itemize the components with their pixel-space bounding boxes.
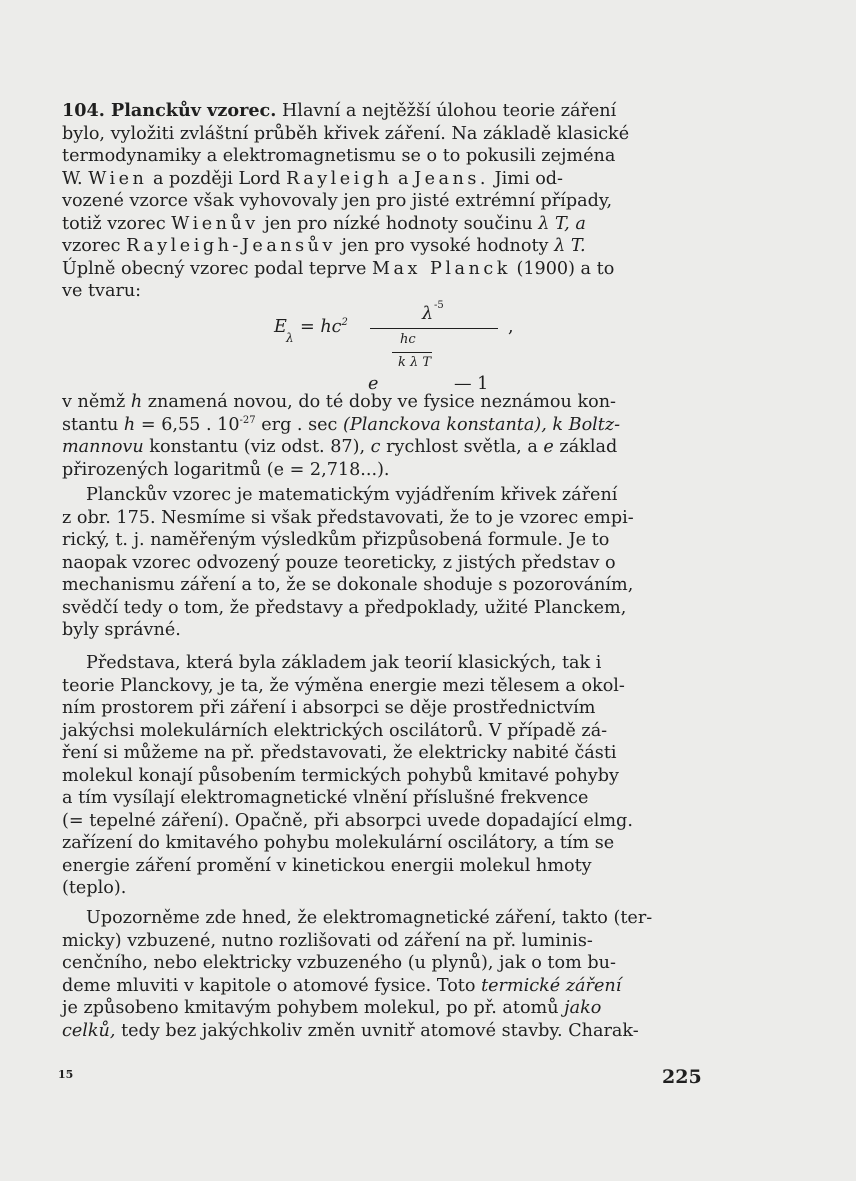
- paragraph-luminescence: [62, 907, 708, 1042]
- text: tedy bez jakýchkoliv změn uvnitř atomové stavby. Charak-: [121, 1020, 639, 1041]
- math-text: λ T.: [554, 236, 586, 256]
- text-line: micky) vzbuzené, nutno rozlišovati od záření na př. luminis-: [62, 930, 593, 951]
- text: a: [575, 213, 586, 234]
- text: v němž: [62, 392, 126, 412]
- text: znamená novou, do té doby ve fysice neznámou kon-: [147, 392, 616, 412]
- text-line: byly správné.: [62, 620, 181, 640]
- text-line: jakýchsi molekulárních elektrických oscilátorů. V případě zá-: [62, 720, 608, 741]
- text-line: termodynamiky a elektromagnetismu se o to pokusili zejména: [62, 146, 616, 166]
- text-line: [62, 436, 708, 459]
- text-line: teorie Planckovy, je ta, že výměna energie mezi tělesem a okol-: [62, 675, 625, 696]
- italic-text: jako: [564, 998, 602, 1018]
- math-text: h: [123, 414, 136, 435]
- text: základ: [559, 437, 618, 457]
- text: = 6,55 . 10: [140, 414, 240, 435]
- text-line: Upozorněme zde hned, že elektromagnetické záření, takto (ter-: [86, 908, 653, 928]
- formula-symbol: e: [368, 374, 379, 394]
- spaced-name: Max Planck: [372, 258, 511, 279]
- text: totiž vzorec: [62, 213, 166, 234]
- text: deme mluviti v kapitole o atomové fysice. Toto: [62, 975, 476, 996]
- text-line: přirozených logaritmů (e = 2,718...).: [62, 459, 390, 480]
- text-line: rický, t. j. naměřeným výsledkům přizpůsobená formule. Je to: [62, 530, 610, 550]
- text-line: ním prostorem při záření i absorpci se děje prostřednictvím: [62, 698, 596, 718]
- spaced-name: Rayleigh: [286, 168, 393, 189]
- italic-text: mannovu: [62, 437, 144, 457]
- text-line: mechanismu záření a to, že se dokonale shoduje s pozorováním,: [62, 575, 634, 595]
- formula-symbol: E: [274, 317, 287, 337]
- italic-text: celků,: [62, 1020, 116, 1041]
- text-line: [62, 258, 708, 281]
- text: (1900) a to: [516, 258, 615, 279]
- paragraph-planck-law: [62, 484, 708, 642]
- text-line: [62, 100, 708, 123]
- paragraph-constants: [62, 391, 708, 481]
- math-text: e: [543, 437, 554, 457]
- text: vzorec: [62, 236, 121, 256]
- text-line: zařízení do kmitavého pohybu molekulární oscilátory, a tím se: [62, 833, 615, 853]
- text: rychlost světla, a: [386, 437, 538, 457]
- text: W.: [62, 168, 83, 189]
- text: Úplně obecný vzorec podal teprve: [62, 258, 367, 279]
- text-line: ve tvaru:: [62, 281, 142, 301]
- formula-exponent-numerator: hc: [400, 332, 416, 347]
- text-line: svědčí tedy o tom, že představy a předpoklady, užité Planckem,: [62, 597, 627, 618]
- exponent-fraction-bar: [392, 352, 432, 353]
- spaced-name: Wien: [88, 168, 148, 189]
- text-line: (teplo).: [62, 878, 127, 898]
- math-text: h: [130, 392, 143, 412]
- text-line: a tím vysílají elektromagnetické vlnění příslušné frekvence: [62, 788, 589, 808]
- formula-text: — 1: [454, 374, 489, 394]
- text: a: [398, 168, 409, 189]
- text-line: bylo, vyložiti zvláštní průběh křivek záření. Na základě klasické: [62, 123, 630, 144]
- formula-superscript: -5: [434, 300, 444, 311]
- text-line: [62, 391, 708, 414]
- text: konstantu (viz odst. 87),: [149, 437, 366, 457]
- spaced-name: Jeans.: [414, 168, 490, 189]
- formula-text: = hc: [300, 317, 342, 337]
- section-heading: 104. Planckův vzorec.: [62, 100, 277, 121]
- formula-numerator: λ: [422, 304, 434, 324]
- text-line: [62, 1020, 708, 1043]
- text-line: naopak vzorec odvozený pouze teoreticky, z jistých představ o: [62, 552, 616, 573]
- text-line: [62, 168, 708, 191]
- text-line: [62, 975, 708, 998]
- italic-text: termické záření: [481, 975, 622, 996]
- paragraph-oscillators: [62, 652, 708, 900]
- math-text: c: [370, 437, 381, 457]
- text: stantu: [62, 414, 119, 435]
- text: je způsobeno kmitavým pohybem molekul, po př. atomů: [62, 998, 559, 1018]
- text-line: Představa, která byla základem jak teorií klasických, tak i: [86, 653, 602, 673]
- text-line: vozené vzorce však vyhovovaly jen pro jisté extrémní případy,: [62, 191, 613, 211]
- text-line: [62, 235, 708, 258]
- printer-signature: 15: [58, 1068, 74, 1081]
- formula-subscript: λ: [286, 331, 294, 345]
- page-number: 225: [662, 1066, 702, 1088]
- text-line: cenčního, nebo elektricky vzbuzeného (u plynů), jak o tom bu-: [62, 953, 616, 973]
- formula-exponent-denominator: k λ T: [398, 355, 432, 370]
- text-line: (= tepelné záření). Opačně, při absorpci uvede dopadající elmg.: [62, 810, 633, 831]
- spaced-name: Wienův: [171, 213, 259, 234]
- paragraph-intro: [62, 100, 708, 303]
- text: jen pro nízké hodnoty součinu: [264, 213, 533, 234]
- text-line: molekul konají působením termických pohybů kmitavé pohyby: [62, 765, 619, 786]
- text-line: ření si můžeme na př. představovati, že elektricky nabité části: [62, 743, 617, 763]
- text: Jimi od-: [494, 168, 563, 189]
- text-line: [62, 414, 708, 437]
- text-line: z obr. 175. Nesmíme si však představovati, že to je vzorec empi-: [62, 507, 634, 528]
- text: a později Lord: [152, 168, 281, 189]
- text-line: [62, 997, 708, 1020]
- italic-text: (Planckova konstanta), k Boltz-: [343, 414, 621, 435]
- planck-formula: [270, 300, 530, 395]
- text-line: Planckův vzorec je matematickým vyjádřením křivek záření: [86, 485, 618, 505]
- text-line: [62, 213, 708, 236]
- text: Hlavní a nejtěžší úlohou teorie záření: [281, 101, 617, 121]
- superscript: -27: [239, 414, 256, 426]
- formula-symbol: [300, 317, 348, 337]
- formula-superscript: 2: [341, 317, 348, 328]
- spaced-name: Rayleigh-Jeansův: [126, 236, 336, 256]
- text: erg . sec: [261, 414, 338, 435]
- math-text: λ T,: [538, 213, 570, 234]
- text: jen pro vysoké hodnoty: [341, 236, 549, 256]
- fraction-bar: [370, 328, 498, 329]
- text-line: energie záření promění v kinetickou energii molekul hmoty: [62, 855, 592, 876]
- formula-text: ,: [508, 317, 514, 337]
